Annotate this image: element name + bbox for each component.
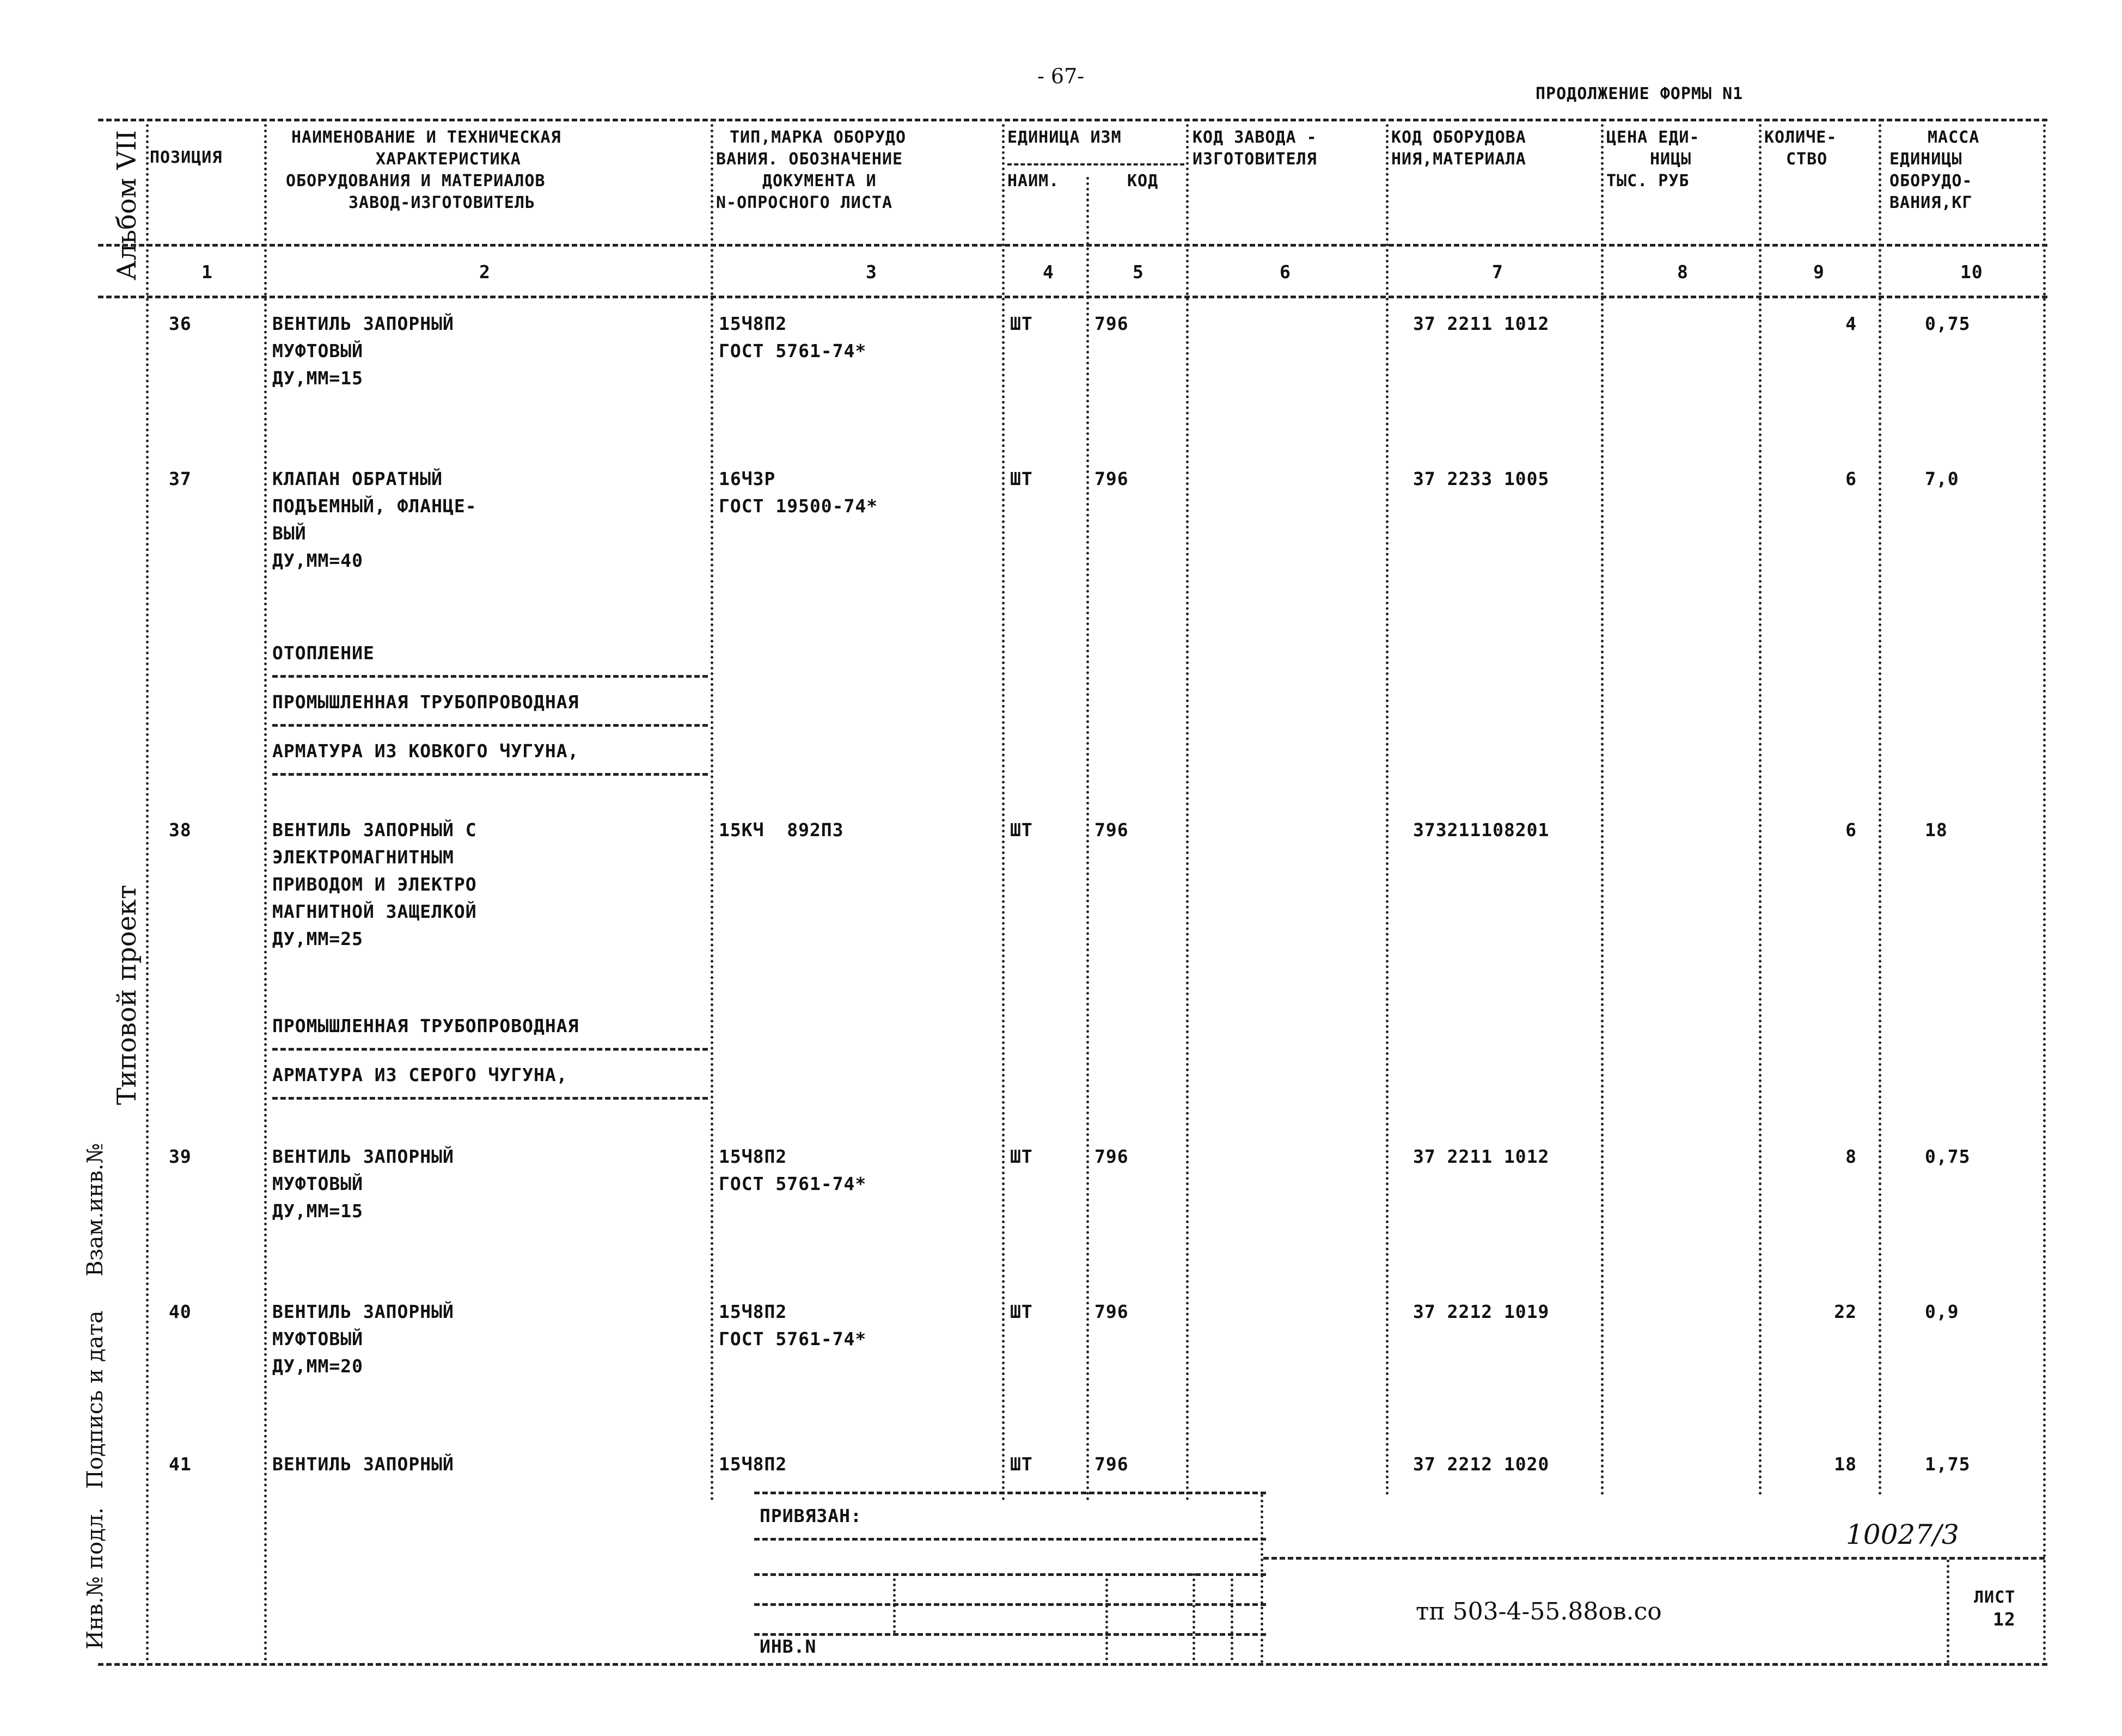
row-name-line: ДУ,ММ=20 xyxy=(272,1355,363,1377)
row-position: 38 xyxy=(169,819,192,841)
side-label-replace-inv: Взам.инв.№ xyxy=(83,1143,108,1277)
col-number: 2 xyxy=(479,261,491,283)
col-number: 8 xyxy=(1677,261,1689,283)
handwritten-code: 10027/3 xyxy=(1846,1519,1959,1550)
row-equipment-code: 373211108201 xyxy=(1413,819,1550,841)
col-number: 10 xyxy=(1960,261,1983,283)
header-bottom-rule xyxy=(98,244,2047,247)
col-number: 1 xyxy=(201,261,213,283)
row-quantity: 6 xyxy=(1845,468,1857,489)
col-divider xyxy=(1086,177,1089,1501)
row-unit: ШТ xyxy=(1010,819,1033,841)
row-name-line: ЭЛЕКТРОМАГНИТНЫМ xyxy=(272,846,454,868)
row-mass: 0,75 xyxy=(1925,1146,1971,1167)
row-name-line: ДУ,ММ=15 xyxy=(272,1200,363,1222)
row-unit: ШТ xyxy=(1010,313,1033,334)
row-type-line: ГОСТ 5761-74* xyxy=(719,1173,867,1194)
table-top-rule xyxy=(98,119,2047,121)
row-unit-code: 796 xyxy=(1094,468,1129,489)
stamp-inv-label: ИНВ.N xyxy=(760,1636,817,1657)
section-heating: ОТОПЛЕНИЕ xyxy=(272,642,375,664)
row-type-line: 15Ч8П2 xyxy=(719,1146,787,1167)
col-divider xyxy=(146,124,149,1662)
section-industrial: ПРОМЫШЛЕННАЯ ТРУБОПРОВОДНАЯ xyxy=(272,691,579,713)
section-rule xyxy=(272,773,708,776)
row-name-line: МУФТОВЫЙ xyxy=(272,340,363,361)
stamp-bound-label: ПРИВЯЗАН: xyxy=(760,1505,862,1526)
row-name-line: МАГНИТНОЙ ЗАЩЕЛКОЙ xyxy=(272,901,477,922)
row-position: 40 xyxy=(169,1301,192,1322)
row-unit-code: 796 xyxy=(1094,1146,1129,1167)
row-unit-code: 796 xyxy=(1094,1301,1129,1322)
row-name-line: ДУ,ММ=25 xyxy=(272,928,363,949)
col-divider xyxy=(264,124,267,1662)
row-name-line: ВЕНТИЛЬ ЗАПОРНЫЙ xyxy=(272,313,454,334)
continuation-note: ПРОДОЛЖЕНИЕ ФОРМЫ N1 xyxy=(1536,84,1744,103)
document-number: тп 503-4-55.88ов.со xyxy=(1416,1598,1662,1625)
row-position: 36 xyxy=(169,313,192,334)
row-name-line: ДУ,ММ=40 xyxy=(272,550,363,571)
row-equipment-code: 37 2211 1012 xyxy=(1413,1146,1550,1167)
row-unit-code: 796 xyxy=(1094,313,1129,334)
row-name-line: ПОДЪЕМНЫЙ, ФЛАНЦЕ- xyxy=(272,495,477,517)
side-label-signature-date: Подпись и дата xyxy=(83,1310,108,1489)
col-divider xyxy=(1879,124,1881,1496)
col-number: 5 xyxy=(1133,261,1144,283)
section-rule xyxy=(272,1048,708,1051)
colnum-bottom-rule xyxy=(98,296,2047,298)
section-rule xyxy=(272,675,708,678)
row-mass: 0,9 xyxy=(1925,1301,1959,1322)
row-equipment-code: 37 2211 1012 xyxy=(1413,313,1550,334)
row-position: 41 xyxy=(169,1453,192,1475)
row-type-line: ГОСТ 19500-74* xyxy=(719,495,878,517)
col-number: 3 xyxy=(866,261,877,283)
row-quantity: 22 xyxy=(1834,1301,1857,1322)
table-bottom-rule xyxy=(98,1663,2047,1666)
row-name-line: ВЕНТИЛЬ ЗАПОРНЫЙ xyxy=(272,1301,454,1322)
sheet-number: 12 xyxy=(1993,1609,2016,1630)
section-grey-iron: АРМАТУРА ИЗ СЕРОГО ЧУГУНА, xyxy=(272,1064,568,1085)
row-quantity: 8 xyxy=(1845,1146,1857,1167)
row-mass: 1,75 xyxy=(1925,1453,1971,1475)
table-right-border xyxy=(2043,124,2046,1662)
row-name-line: МУФТОВЫЙ xyxy=(272,1173,363,1194)
row-type-line: 15Ч8П2 xyxy=(719,1301,787,1322)
row-type-line: 15КЧ 892П3 xyxy=(719,819,844,841)
col-divider xyxy=(711,124,713,1501)
row-quantity: 6 xyxy=(1845,819,1857,841)
row-name-line: ВЫЙ xyxy=(272,523,307,544)
row-name-line: КЛАПАН ОБРАТНЫЙ xyxy=(272,468,443,489)
row-name-line: ДУ,ММ=15 xyxy=(272,367,363,389)
page-number: - 67- xyxy=(1037,64,1085,88)
row-name-line: ВЕНТИЛЬ ЗАПОРНЫЙ xyxy=(272,1453,454,1475)
col-divider xyxy=(1601,124,1604,1496)
row-name-line: ВЕНТИЛЬ ЗАПОРНЫЙ С xyxy=(272,819,477,841)
row-quantity: 18 xyxy=(1834,1453,1857,1475)
row-unit: ШТ xyxy=(1010,1453,1033,1475)
row-type-line: 16Ч3Р xyxy=(719,468,776,489)
row-unit: ШТ xyxy=(1010,1146,1033,1167)
sheet-label: ЛИСТ xyxy=(1974,1588,2016,1607)
row-equipment-code: 37 2212 1019 xyxy=(1413,1301,1550,1322)
col-divider xyxy=(1002,124,1005,1501)
col-number: 7 xyxy=(1492,261,1503,283)
row-quantity: 4 xyxy=(1845,313,1857,334)
row-unit: ШТ xyxy=(1010,1301,1033,1322)
section-rule xyxy=(272,724,708,727)
col-number: 6 xyxy=(1280,261,1291,283)
side-label-typical-project: Типовой проект xyxy=(112,885,142,1105)
col-number: 4 xyxy=(1043,261,1054,283)
col-divider xyxy=(1386,124,1389,1496)
row-position: 39 xyxy=(169,1146,192,1167)
row-name-line: ВЕНТИЛЬ ЗАПОРНЫЙ xyxy=(272,1146,454,1167)
row-name-line: ПРИВОДОМ И ЭЛЕКТРО xyxy=(272,874,477,895)
col-divider xyxy=(1186,124,1189,1501)
row-type-line: 15Ч8П2 xyxy=(719,313,787,334)
row-name-line: МУФТОВЫЙ xyxy=(272,1328,363,1349)
col-divider xyxy=(1759,124,1762,1496)
row-position: 37 xyxy=(169,468,192,489)
section-rule xyxy=(272,1097,708,1100)
row-unit-code: 796 xyxy=(1094,1453,1129,1475)
row-equipment-code: 37 2233 1005 xyxy=(1413,468,1550,489)
row-type-line: 15Ч8П2 xyxy=(719,1453,787,1475)
row-unit: ШТ xyxy=(1010,468,1033,489)
section-malleable-iron: АРМАТУРА ИЗ КОВКОГО ЧУГУНА, xyxy=(272,740,579,762)
row-mass: 18 xyxy=(1925,819,1948,841)
row-mass: 7,0 xyxy=(1925,468,1959,489)
row-type-line: ГОСТ 5761-74* xyxy=(719,340,867,361)
side-label-album: Альбом VII xyxy=(112,130,142,280)
row-equipment-code: 37 2212 1020 xyxy=(1413,1453,1550,1475)
row-type-line: ГОСТ 5761-74* xyxy=(719,1328,867,1349)
section-industrial: ПРОМЫШЛЕННАЯ ТРУБОПРОВОДНАЯ xyxy=(272,1015,579,1036)
row-unit-code: 796 xyxy=(1094,819,1129,841)
side-label-inv-orig: Инв.№ подл. xyxy=(83,1507,108,1649)
col-number: 9 xyxy=(1813,261,1825,283)
row-mass: 0,75 xyxy=(1925,313,1971,334)
